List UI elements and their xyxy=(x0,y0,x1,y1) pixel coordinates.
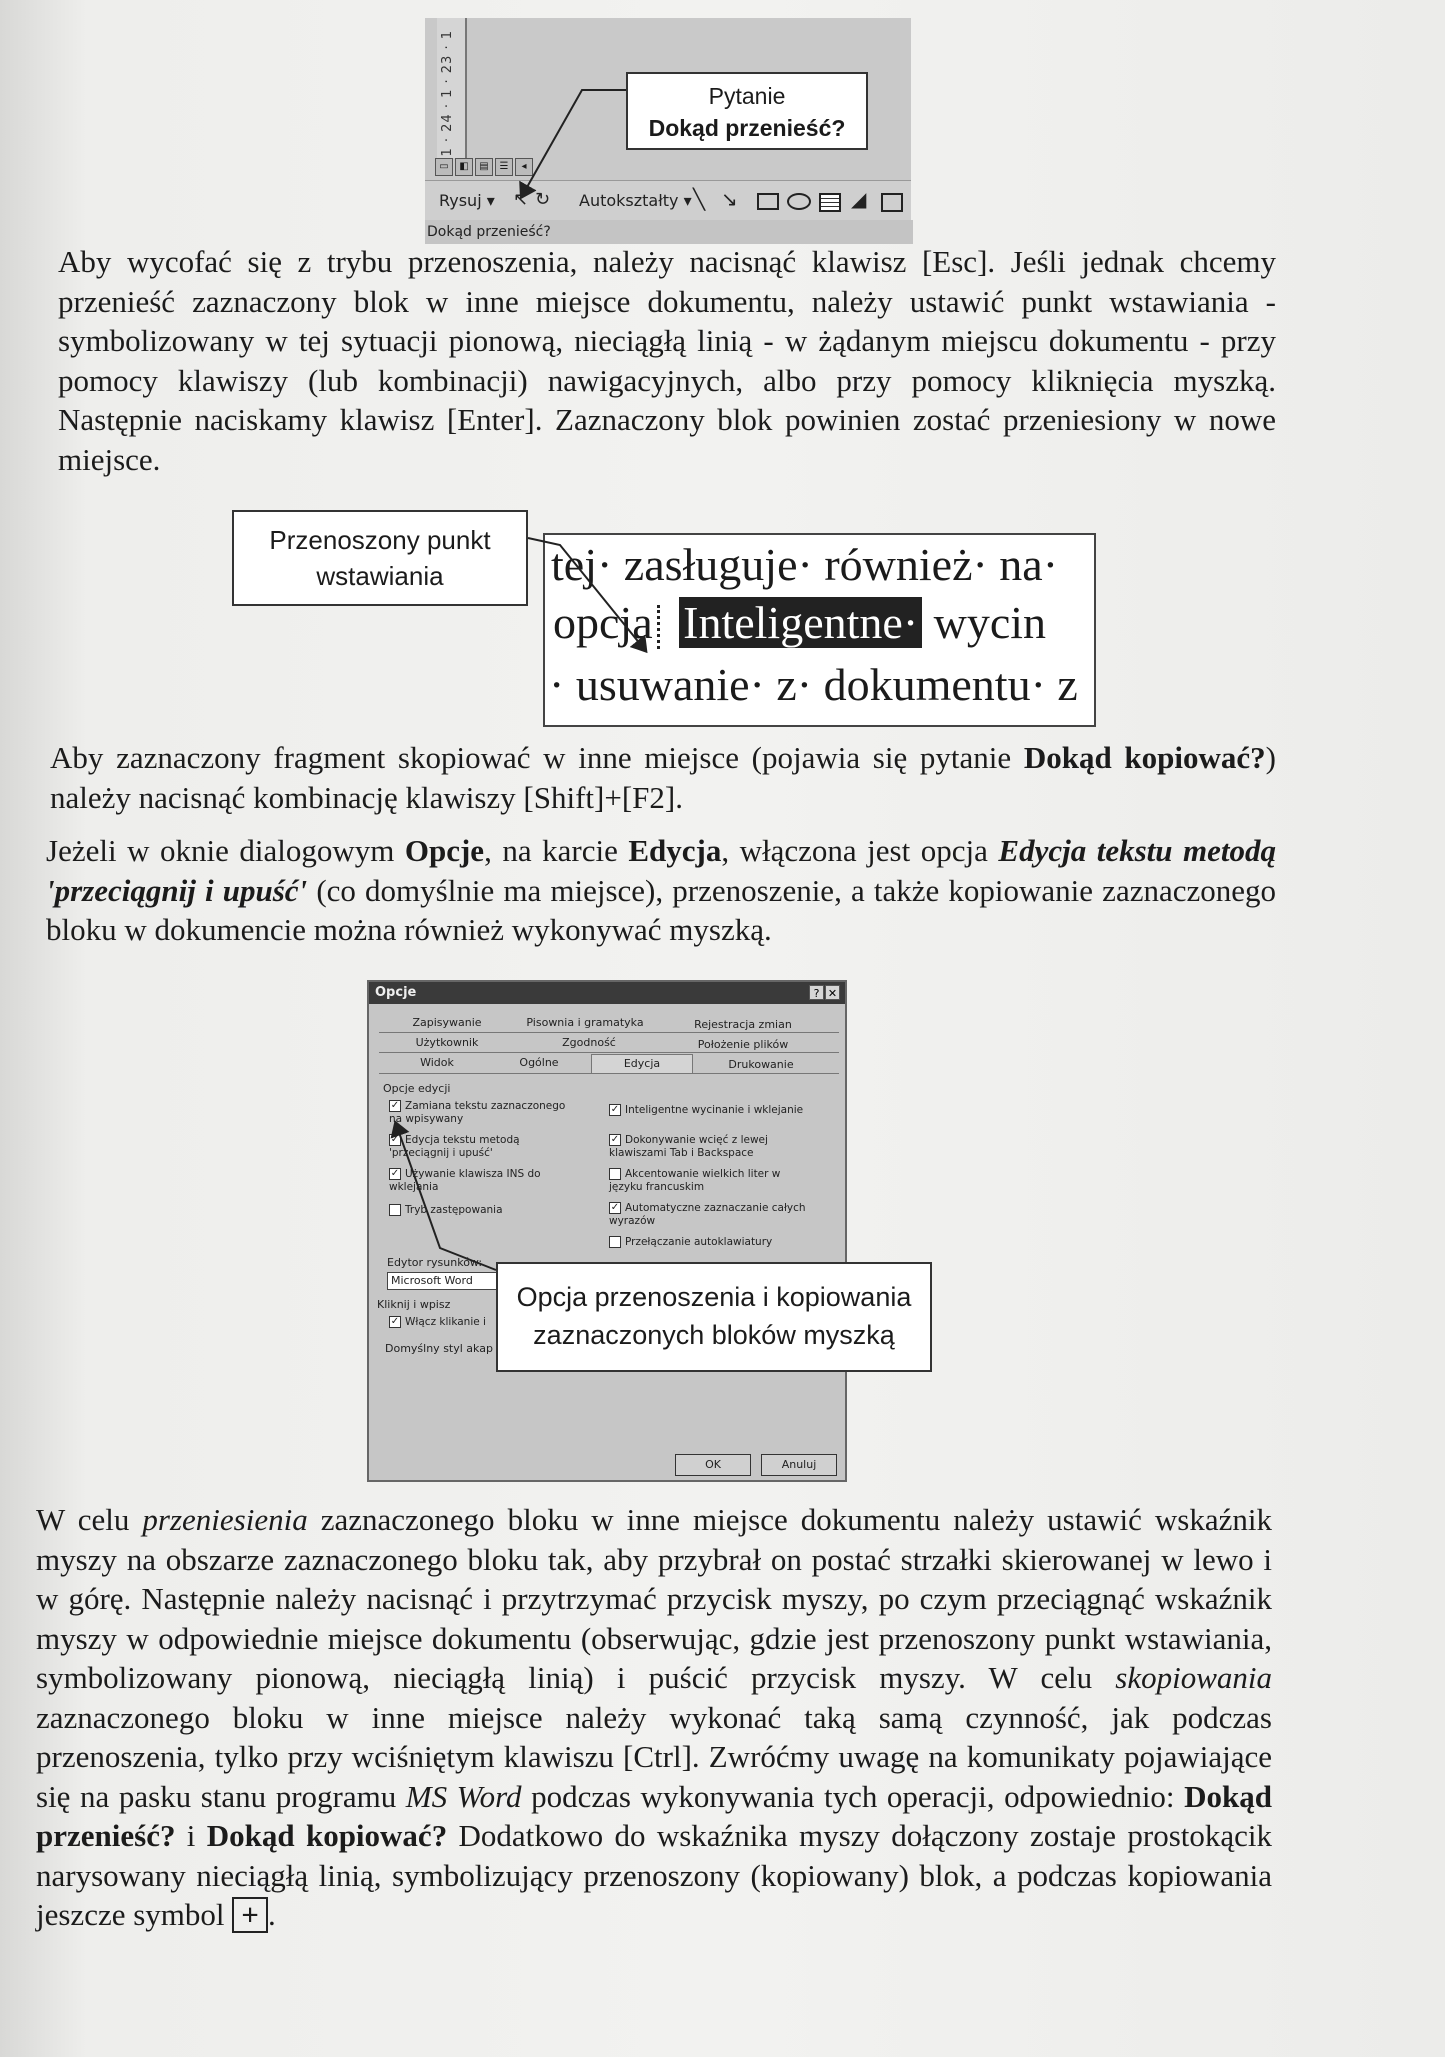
tab-zgodnosc[interactable]: Zgodność xyxy=(562,1036,616,1049)
line-icon[interactable]: ╲ xyxy=(693,187,706,211)
option-label: Dokonywanie wcięć z lewej klawiszami Tab i Backspace xyxy=(609,1134,768,1159)
ruler-numbers: 1 · 24 · 1 · 23 · 1 xyxy=(440,30,455,157)
option-arrow xyxy=(396,1124,496,1270)
zoom-word-wycin: wycin xyxy=(933,597,1047,648)
tab-polozenie[interactable]: Położenie plików xyxy=(697,1038,789,1051)
editor-label: Edytor rysunków: xyxy=(387,1256,483,1269)
para3-text-1: Jeżeli w oknie dialogowym xyxy=(46,833,405,868)
tab-zapisywanie[interactable]: Zapisywanie xyxy=(412,1016,482,1029)
close-icon[interactable]: ✕ xyxy=(825,985,840,1000)
help-icon[interactable]: ? xyxy=(809,985,824,1000)
outline-view-icon[interactable]: ☰ xyxy=(495,158,513,176)
para4-italic-skopiowania: skopiowania xyxy=(1115,1660,1272,1695)
callout-line-1: Opcja przenoszenia i kopiowania xyxy=(516,1282,912,1312)
arrow-icon[interactable]: ↘ xyxy=(721,187,738,211)
web-view-icon[interactable]: ◧ xyxy=(455,158,473,176)
normal-view-icon[interactable]: ▭ xyxy=(435,158,453,176)
draw-menu[interactable]: Rysuj ▾ xyxy=(439,191,495,210)
select-objects-icon[interactable]: ↖ xyxy=(513,189,529,210)
para4-italic-przeniesienia: przeniesienia xyxy=(142,1502,308,1537)
para3-bold-opcje: Opcje xyxy=(404,833,485,868)
para2-bold-1: Dokąd kopiować? xyxy=(1023,740,1266,775)
para4-bold-dokad-kopiowac: Dokąd kopiować? xyxy=(206,1818,448,1853)
para2-text-1: Aby zaznaczony fragment skopiować w inne miejsce (pojawia się pytanie xyxy=(50,740,1024,775)
para4-text-1: W celu xyxy=(36,1502,143,1537)
picture-editor-select[interactable]: Microsoft Word xyxy=(387,1272,502,1290)
option-label: Inteligentne wycinanie i wklejanie xyxy=(625,1104,804,1116)
callout-label: Pytanie xyxy=(708,83,786,109)
wordart-icon[interactable]: ◢ xyxy=(851,187,867,211)
option-label: Włącz klikanie i xyxy=(405,1316,486,1328)
tab-uzytkownik[interactable]: Użytkownik xyxy=(415,1036,479,1049)
para4-text-5: i xyxy=(175,1818,207,1853)
cancel-button[interactable]: Anuluj xyxy=(761,1454,837,1476)
tab-edycja[interactable]: Edycja xyxy=(591,1054,693,1073)
para3-text-2: , na karcie xyxy=(484,833,629,868)
tab-drukowanie[interactable]: Drukowanie xyxy=(728,1058,794,1071)
callout-line-2: wstawiania xyxy=(316,561,444,591)
callout-question: Dokąd przenieść? xyxy=(648,115,846,141)
default-style-label: Domyślny styl akap xyxy=(385,1342,493,1355)
para4-text-2: zaznaczonego bloku w inne miejsce dokumentu należy ustawić wskaźnik myszy na obszarze zaznaczonego bloku tak, aby przybrał on postać strzałki skierowanej w lewo i w górę. Następnie należy nacisnąć i przytrzymać przycisk myszy, po czym przeciągnąć wskaźnik myszy w odpowiednie miejsce dokumentu (obserwując, gdzie jest przenoszony punkt wstawiania, symbolizowany pionową, nieciągłą linią) i puścić przycisk myszy. W celu xyxy=(36,1502,1272,1695)
zoom-line-3: · usuwanie· z· dokumentu· z xyxy=(549,659,1078,710)
question-arrow xyxy=(522,90,626,196)
ok-button[interactable]: OK xyxy=(675,1454,751,1476)
zoom-line-1: tej· zasługuje· również· na· xyxy=(551,539,1059,590)
tab-pisownia[interactable]: Pisownia i gramatyka xyxy=(526,1016,644,1029)
rotate-icon[interactable]: ↻ xyxy=(535,189,551,210)
para4-text-3: zaznaczonego bloku w inne miejsce należy wykonać taką samą czynność, jak podczas przenoszenia, tylko przy wciśniętym klawiszu [Ctrl]. Zwróćmy uwagę na komunikaty pojawiające się na pasku stanu programu xyxy=(36,1699,1272,1814)
option-label: Akcentowanie wielkich liter w języku francuskim xyxy=(609,1168,781,1193)
para4-text-4: podczas wykonywania tych operacji, odpowiednio: xyxy=(521,1778,1185,1814)
option-label: Edycja tekstu metodą 'przeciągnij i upuść' xyxy=(389,1134,520,1159)
click-and-type-group: Kliknij i wpisz xyxy=(377,1298,451,1311)
option-label: Używanie klawisza INS do wklejania xyxy=(389,1168,541,1193)
option-label: Przełączanie autoklawiatury xyxy=(625,1236,773,1248)
para3-text-4: (co domyślnie ma miejsce), przenoszenie, a także kopiowanie zaznaczonego bloku w dokumencie można również wykonywać myszką. xyxy=(46,872,1277,947)
option-tab-indent[interactable]: ✓ Dokonywanie wcięć z lewej klawiszami Tab i Backspace xyxy=(609,1134,768,1159)
para3-text-3: , włączona jest opcja xyxy=(721,833,999,868)
para4-text-7: . xyxy=(267,1897,276,1932)
option-click-and-type[interactable]: ✓ Włącz klikanie i xyxy=(390,1316,486,1328)
option-ins-paste[interactable]: ✓ Używanie klawisza INS do wklejania xyxy=(389,1168,541,1193)
tab-rejestracja[interactable]: Rejestracja zmian xyxy=(694,1018,792,1031)
option-select-words[interactable]: ✓ Automatyczne zaznaczanie całych wyrazów xyxy=(609,1202,806,1227)
para4-bold-dokad-przeniesc: Dokąd przenieść? xyxy=(36,1778,1272,1853)
option-label: Automatyczne zaznaczanie całych wyrazów xyxy=(609,1202,806,1227)
zoom-word-opcja: opcja xyxy=(553,597,653,648)
dialog-title: Opcje xyxy=(369,982,845,1004)
status-bar: Dokąd przenieść? xyxy=(425,220,913,244)
tab-widok[interactable]: Widok xyxy=(420,1056,454,1069)
editing-options-group: Opcje edycji xyxy=(383,1082,451,1095)
tab-ogolne[interactable]: Ogólne xyxy=(519,1056,559,1069)
callout-line-2: zaznaczonych bloków myszką xyxy=(533,1320,895,1350)
option-smart-cut[interactable]: ✓ Inteligentne wycinanie i wklejanie xyxy=(610,1104,804,1116)
paragraph-1: Aby wycofać się z trybu przenoszenia, należy nacisnąć klawisz [Esc]. Jeśli jednak chcemy przenieść zaznaczony blok w inne miejsce dokumentu, należy ustawić punkt wstawiania - symbolizowany w tej sytuacji pionową, nieciągłą linią - w żądanym miejscu dokumentu - przy pomocy klawiszy (lub kombinacji) nawigacyjnych, albo przy pomocy kliknięcia myszką. Następnie naciskamy klawisz [Enter]. Zaznaczony blok powinien zostać przeniesiony w nowe miejsce. xyxy=(58,244,1276,477)
para3-bold-edycja: Edycja xyxy=(628,833,722,868)
para3-option-name: Edycja tekstu metodą 'przeciągnij i upuść' xyxy=(46,833,1277,908)
scroll-left-icon[interactable]: ◂ xyxy=(515,158,533,176)
insertion-arrow xyxy=(528,538,645,650)
para4-text-6: Dodatkowo do wskaźnika myszy dołączony zostaje prostokącik narysowany nieciągłą linią, symbolizujący przenoszony (kopiowany) blok, a podczas kopiowania jeszcze symbol xyxy=(36,1818,1272,1932)
option-replace-selection[interactable]: ✓ Zamiana tekstu zaznaczonego na wpisywany xyxy=(389,1100,566,1125)
autoshapes-menu[interactable]: Autokształty ▾ xyxy=(579,191,692,210)
callout-line-1: Przenoszony punkt xyxy=(269,525,491,555)
option-drag-and-drop[interactable]: ✓ Edycja tekstu metodą 'przeciągnij i upuść' xyxy=(389,1134,520,1159)
print-view-icon[interactable]: ▤ xyxy=(475,158,493,176)
selected-block: Inteligentne· xyxy=(679,597,922,648)
plus-symbol-icon: + xyxy=(232,1897,268,1933)
option-label: Zamiana tekstu zaznaczonego na wpisywany xyxy=(389,1100,566,1125)
para2-text-2: ) należy nacisnąć kombinację klawiszy [Shift]+[F2]. xyxy=(50,740,1276,815)
para4-italic-msword: MS Word xyxy=(405,1778,522,1814)
option-label: Tryb zastępowania xyxy=(405,1204,503,1216)
